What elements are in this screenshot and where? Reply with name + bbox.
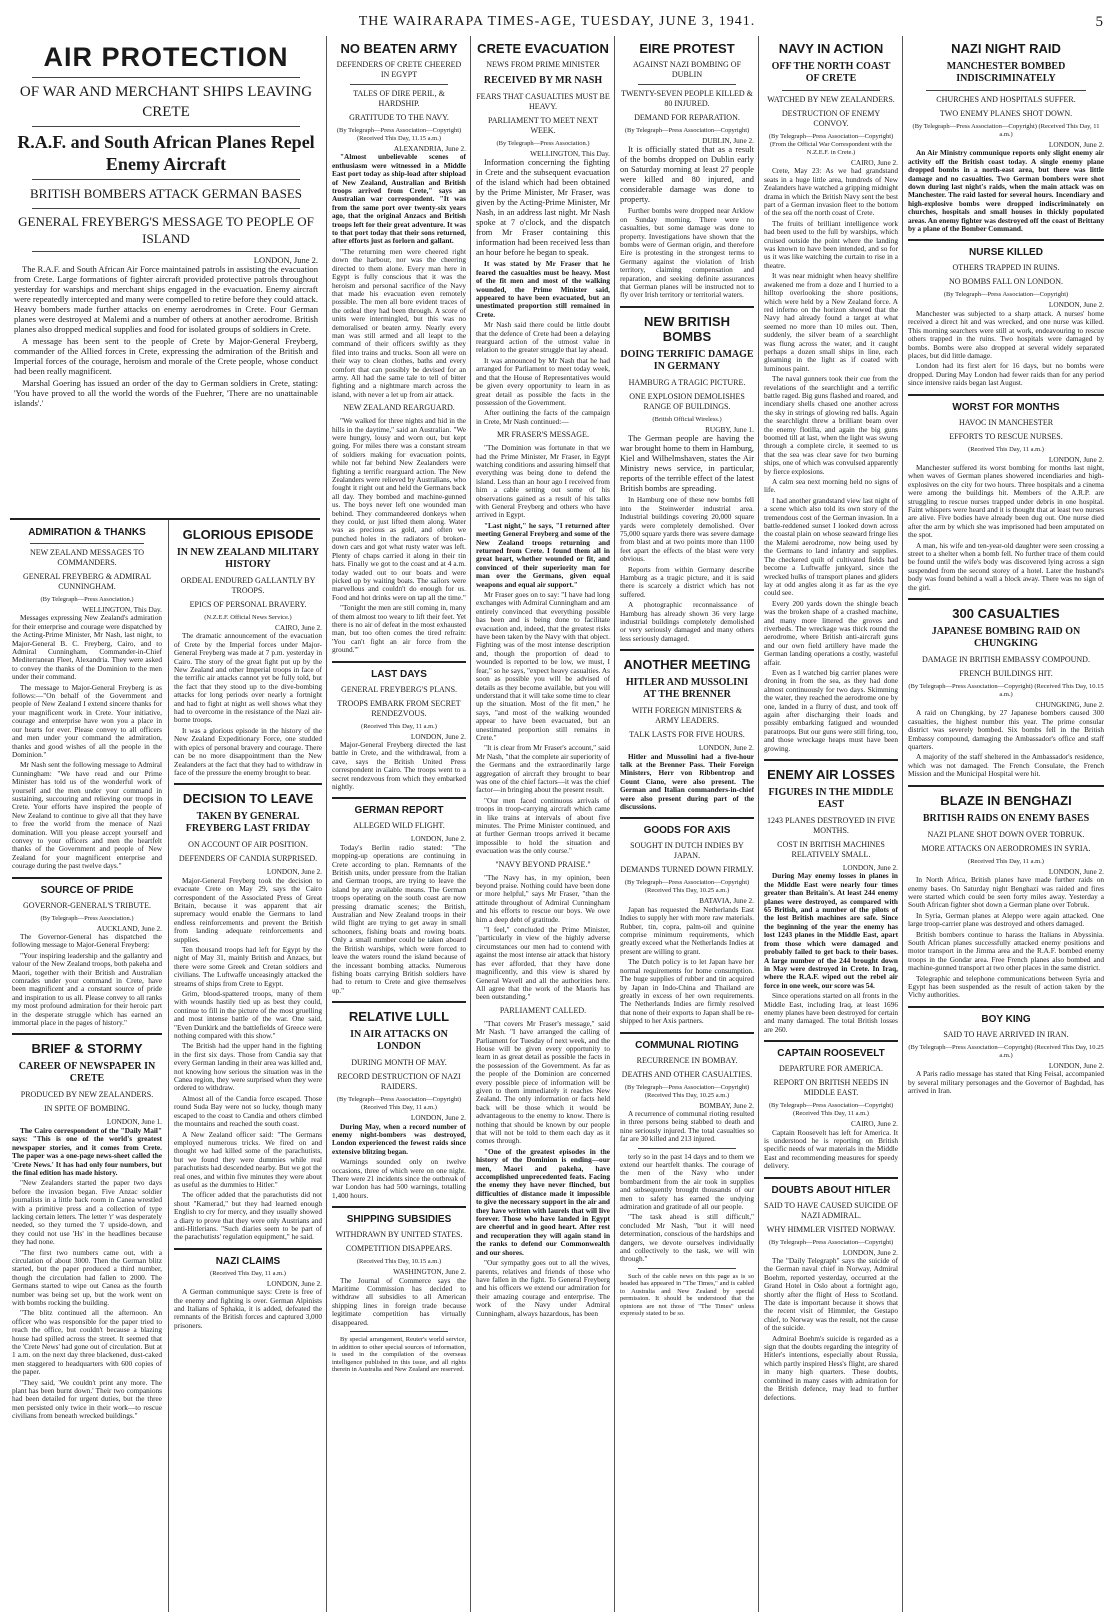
dateline: LONDON, June 2. [1048,140,1104,149]
subheadline: BRITISH RAIDS ON ENEMY BASES [922,812,1090,824]
credit-line: (By Telegraph—Press Association—Copyright) (Received This Day, 10.25 a.m.) [624,1083,750,1099]
headline: GOODS FOR AXIS [643,825,731,837]
paragraph: Manchester was subjected to a sharp attack. A nurses' home received a direct hit and was wrecked, and one nurse was killed. This morning searchers were still at work, endeavouring to rescue others trapped in the ruins. Two hospitals were damaged by bombs. Bombs were also dropped at several widely separated places, but did little damage. [908,308,1104,360]
subheadline: PARLIAMENT TO MEET NEXT WEEK. [487,116,598,135]
paragraph: It was near midnight when heavy shellfire awakened me from a doze and I hurried to a hilltop overlooking the shore positions, which were held by a New Zealand force. A red inferno on the horizon showed that the Navy had already found a target at what seemed no more than 10 miles out. Then, suddenly, the silver beam of a searchlight was flung across the water, and it caught perhaps a dozen small ships in line, each gleaming in the light as if coated with luminous paint. [764,271,898,373]
headline: SOURCE OF PRIDE [40,884,134,896]
dateline: BOMBAY, June 2. [699,1100,754,1110]
paragraph: It is officially stated that as a result of the bombs dropped on Dublin early on Saturday morning at least 27 people were killed and 80 injured, and considerable damage was done to property. [620,145,754,205]
dateline: DUBLIN, June 2. [702,136,754,145]
paragraph: The fruits of brilliant intelligence work had been used to the full by warships, which cruised outside the point where the landing was known to have been intended, and so for us it was like watching the curtain to rise in a theatre. [764,218,898,270]
subheadline: HAVOC IN MANCHESTER [958,417,1054,427]
subheadline: HAMBURG A TRAGIC PICTURE. [628,377,746,387]
notice: Such of the cable news on this page as is so headed has appeared in "The Times," and is cabled to Australia and New Zealand by special permission. It should be understood that the opinions are not those of "The Times" unless expressly stated to be so. [620,1272,754,1318]
paragraph: "The Navy has, in my opinion, been beyond praise. Nothing could have been done or more helpful," says Mr Fraser, "than the attitude throughout of Admiral Cunningham and his efforts to rescue our boys. We owe him a deep debt of gratitude. [476,872,610,924]
headline: ENEMY AIR LOSSES [767,767,895,783]
paragraph: After outlining the facts of the campaign in Crete, Mr Nash continued:— [476,408,610,426]
headline: GERMAN REPORT [354,805,444,817]
notice: By special arrangement, Reuter's world service, in addition to other special sources of information, is used in the compilation of the overseas intelligence published in this issue, and all rights therein in Australia and New Zealand are reserved. [332,1336,466,1374]
dateline: WELLINGTON, This Day. [530,149,610,158]
headline: NAVY IN ACTION [778,41,884,56]
paragraph: It was a glorious episode in the history of the New Zealand Expeditionary Force, one studded with epics of personal bravery and courage. There can be no more disappointment than the New Zealanders at the fact that they had to withdraw in face of the pressure the enemy brought to bear. [174,725,322,777]
dateline: CAIRO, June 2. [274,623,322,632]
dateline: LONDON, June 2. [842,1247,898,1257]
subheadline: RECEIVED BY MR NASH [483,75,603,86]
dateline: LONDON, June 2. [253,255,318,265]
subheadline: WATCHED BY NEW ZEALANDERS. [767,95,895,104]
subheadline: COMPETITION DISAPPEARS. [345,1244,453,1254]
subheadline: DEMANDS TURNED DOWN FIRMLY. [620,865,754,875]
dateline: LONDON, June 2. [266,1278,322,1288]
subheadline: SOUGHT IN DUTCH INDIES BY JAPAN. [630,841,744,861]
paragraph: The German people are having the war brought home to them in Hamburg, Kiel and Wilhelmshaven, states the Air Ministry news service, in particular, reports of the terrible effect of the latest British bombs are spreading. [620,434,754,494]
subheadline: 1243 PLANES DESTROYED IN FIVE MONTHS. [767,816,895,836]
headline: COMMUNAL RIOTING [635,1039,739,1051]
paragraph: The Dutch policy is to let Japan have her normal requirements for home consumption. The huge supplies of rubber and tin acquired by Japan in Indo-China and Thailand are greatly in excess of her own requirements. The Netherlands Indies are firmly resolved that none of their exports to Japan shall be re-shipped to her Axis partners. [620,957,754,1026]
credit-line: (Received This Day, 11 a.m.) [361,722,437,730]
paragraph: In Hamburg one of these new bombs fell into the Steinwerder industrial area. Industrial buildings covering 20,000 square yards were completely demolished. Over 75,000 square yards there was severe damage from blast and at two points more than 1100 feet apart the effects of the blast were very obvious. [620,495,754,564]
paragraph: Even as I watched big carrier planes were droning in from the sea, as they had done almost continuously for two days. Skimming the water, they reached the aerodrome one by one, landed in a flurry of dust, and took off again after discharging their loads and possibly embarking fatigued and wounded paratroops. But our guns were still firing, too, and those wreckage heaps must have been growing. [764,667,898,753]
subheadline: WHY HIMMLER VISITED NORWAY. [766,1224,896,1234]
subheadline: TALK LASTS FOR FIVE HOURS. [629,730,745,740]
subheadline: SAID TO HAVE ARRIVED IN IRAN. [943,1029,1069,1039]
paragraph: A majority of the staff sheltered in the Ambassador's residence, which was not damaged. The French Consulate, the French Mission and the Municipal Hospital were hit. [908,752,1104,779]
paragraph: Mr Nash said there could be little doubt that the defence of Crete had been a delaying rearguard action of the utmost value in relation to the greater struggle that lay ahead. [476,320,610,355]
paragraph: The Cairo correspondent of the "Daily Mail" says: "This is one of the world's greatest newspaper stories, and it comes from Crete. The paper was a one-page news-sheet called the 'Crete News.' It has had only four numbers, but the final edition has made history. [12,1125,162,1177]
paragraph: The naval gunners took their cue from the revelations of the searchlight and a terrific battle raged. Big guns flashed and roared, and incendiary shells chased one another across the sky in strings of glowing red balls. Again the searchlight threw a brilliant beam over the enemy flotilla, and again the big guns boomed till at last, when the light was swung through a complete circle, it seemed to us that the sea was clear save for two burning ships, one of which was convulsed apparently by fierce explosions. [764,374,898,476]
subheadline: DESTRUCTION OF ENEMY CONVOY. [781,109,881,128]
page-number: 5 [1095,14,1104,30]
paragraph: Information concerning the fighting in Crete and the subsequent evacuation of the island which had been obtained by the Prime Minister, Mr Fraser, was given by the Acting-Prime Minister, Mr Nash, in an address last night. Mr Nash spoke at 7 o'clock, and the dispatch from Mr Fraser containing this information had been received less than an hour before he began to speak. [476,158,610,258]
credit-line: (By Telegraph—Press Association—Copyright) (From the Official War Correspondent with the N.Z.E.F. in Crete.) [768,133,894,156]
paragraph: "I feel," concluded the Prime Minister, "particularly in view of the highly adverse circumstances our men had to contend with against the most intense air attack that history has ever afforded, that they have done magnificently, and this view is shared by General Wavell and all the authorities here. All agree that the work of the Maoris has been outstanding." [476,925,610,1002]
credit-line: (By Telegraph—Press Association—Copyright) (Received This Day, 11 a.m.) [336,1096,462,1112]
headline: DECISION TO LEAVE [182,791,314,807]
subheadline: MORE ATTACKS ON AERODROMES IN SYRIA. [921,843,1091,853]
paragraph: "Our men faced continuous arrivals of troops in troop-carrying aircraft which came in like trains at intervals of about five minutes. The Prime Minister continued, and at further German troops arrived it became impossible to hold the situation and evacuation was the only course." [476,795,610,856]
headline: WORST FOR MONTHS [952,401,1060,413]
subheadline: RECORD DESTRUCTION OF NAZI RAIDERS. [337,1072,461,1092]
dateline: LONDON, June 2. [698,743,754,753]
subheadline: JAPANESE BOMBING RAID ON CHUNGKING [931,626,1081,650]
subheadline: GENERAL FREYBERG & ADMIRAL CUNNINGHAM. [23,572,151,591]
subheadline: FEARS THAT CASUALTIES MUST BE HEAVY. [476,92,610,111]
subheadline: GENERAL FREYBERG'S PLANS. [340,684,458,694]
paragraph: terly so in the past 14 days and to them we extend our heartfelt thanks. The courage of the men of the Navy who under bombardment from the air took in supplies and subsequently brought thousands of our men to safety has earned the undying admiration and gratitude of all our people. [620,1151,754,1211]
credit-line: (N.Z.E.F. Official News Service.) [204,614,292,621]
dateline: LONDON, June 2. [410,731,466,741]
subheadline: PARLIAMENT CALLED. [499,1005,587,1015]
subheadline: ALLEGED WILD FLIGHT. [353,821,445,831]
divider [32,179,300,180]
dateline: LONDON, June 1. [106,1117,162,1127]
subheadline: RECURRENCE IN BOMBAY. [636,1055,738,1065]
lead-story [14,38,318,520]
subheadline: IN SPITE OF BOMBING. [44,1104,130,1114]
subheadline: REPORT ON BRITISH NEEDS IN MIDDLE EAST. [773,1078,889,1098]
subheadline: TWO ENEMY PLANES SHOT DOWN. [939,109,1073,118]
headline: 300 CASUALTIES [952,606,1060,622]
subheadline: "NAVY BEYOND PRAISE." [495,859,591,869]
paragraph: A man, his wife and ten-year-old daughter were seen crossing a street to a shelter when a bomb fell. No further trace of them could be found until the wife's body was discovered lying across a sign suspended from the second storey of a hotel. Later the husband's body was found behind a wall a block away. There was no sign of the girl. [908,540,1104,592]
headline: NAZI NIGHT RAID [951,41,1061,56]
divider [32,208,300,209]
subheadline: IN AIR ATTACKS ON LONDON [350,1029,448,1053]
credit-line: (Received This Day, 11 a.m.) [968,857,1044,865]
subheadline: FRENCH BUILDINGS HIT. [959,669,1053,679]
subheadline: ONE EXPLOSION DEMOLISHES RANGE OF BUILDINGS. [629,391,745,411]
paragraph: Further bombs were dropped near Arklow on Sunday morning. There were no casualties, but some damage was done to property. Investigations have shown that the bombs were of German origin, and therefore Eire is protesting in the strongest terms to Germany against the violation of Irish territory, claiming compensation and reparation, and seeking definite assurances that German planes will be instructed not to fly over Irish territory or territorial waters. [620,206,754,300]
subheadline: OFF THE NORTH COAST OF CRETE [771,61,891,84]
subheadline: NO BOMBS FALL ON LONDON. [948,277,1063,287]
paragraph: "Almost unbelievable scenes of enthusiasm were witnessed in a Middle East port today as ship-load after shipload of New Zealand, Australian and British troops arrived from Crete," says an Australian war correspondent. "It was from the same port over twenty-six years ago, that the original Anzacs and British troops left for their great adventure. It was to that port today that their sons returned, after efforts just as forlorn and gallant. [332,152,466,246]
column-rule [902,36,903,1612]
paragraph: Grim, blood-spattered troops, many of them with wounds hastily tied up as best they could, continue to fill in the picture of the most gruelling and most intense battle of the war. One said, "Even Dunkirk and the battlefields of Greece were nothing compared with this show." [174,989,322,1041]
paragraph: The Journal of Commerce says the Maritime Commission has decided to withdraw all subsidies to all American shipping lines in foreign trade because legitimate competition has virtually disappeared. [332,1275,466,1327]
paragraph: A calm sea next morning held no signs of life. [764,477,898,495]
dateline: LONDON, June 2. [1048,866,1104,876]
paragraph: A message has been sent to the people of Crete by Major-General Freyberg, commander of the Allied forces in Crete, expressing the admiration of the British and Imperial forces of the courage, heroism and morale of the Crete people, whose conduct had been really magnificent. [14,336,318,377]
paragraph: Japan has requested the Netherlands East Indies to supply her with more raw materials. Rubber, tin, copra, palm-oil and quinine comprise minimum requirements, which greatly exceed what the Netherlands Indies at present are willing to grant. [620,904,754,956]
subheadline: WITH FOREIGN MINISTERS & ARMY LEADERS. [632,706,742,726]
headline: LAST DAYS [371,668,427,680]
paragraph: Warnings sounded only on twelve occasions, three of which were on one night. There were 21 incidents since the outbreak of war London has had 500 warnings, totalling 1,400 hours. [332,1157,466,1200]
paragraph: Today's Berlin radio stated: "The mopping-up operations are continuing in Crete according to plan. Remnants of the British units, under pressure from the Italian and German troops, are trying to leave the island by any available means. The German troops operating on the south coast are now pressing dramatic scenes; the British, Australian and New Zealand troops in their wild flight are trying to get away in small schooners, fishing boats and rowing boats. Only a small number could be taken aboard the British warships, which were forced to leave the waters round the island because of the incessant bombing attacks. Numerous fishing boats carrying British soldiers have had to return to Crete and give themselves up." [332,842,466,995]
paragraph: Captain Roosevelt has left for America. It is understood he is reporting on British specific needs of war materials in the Middle East and recommending measures for speedy delivery. [764,1127,898,1171]
subheadline: DOING TERRIFIC DAMAGE IN GERMANY [620,348,754,372]
paragraph: The "Daily Telegraph" says the suicide of the German naval chief in Norway, Admiral Boehm, reported yesterday, occurred at the Grand Hotel in Oslo about a fortnight ago, shortly after the flight of Hess to Scotland. The date is important because it shows that the recent visit of Himmler, the Gestapo chief, to Norway was the result, not the cause of the suicide. [764,1256,898,1333]
credit-line: (Received This Day, 11 a.m.) [968,445,1044,453]
headline: DOUBTS ABOUT HITLER [771,1184,891,1196]
credit-line: (By Telegraph—Press Association—Copyright) (Received This Day, 10.15 a.m.) [908,683,1104,699]
dateline: AUCKLAND, June 2. [96,923,162,933]
subheadline: ON ACCOUNT OF AIR POSITION. [188,840,308,850]
subheadline: NAZI PLANE SHOT DOWN OVER TOBRUK. [927,829,1085,839]
paragraph: "The returning men were cheered right down the harbour, nor was the cheering directed to them alone. Every man here in Egypt is fully conscious that it was the heroism and personal sacrifice of the Navy that made his evacuation even remotely possible. The men all bore evident traces of the ordeal they had been through. A score of units were intermingled, but this was no demoralised or beaten army. Nearly every man was still armed and all leapt to the command of their officers swiftly as they filed into trains and trucks. Soon all were on their way to clean clothes, baths and every comfort that can possibly be devised for an army. All had the same tale to tell of bitter fighting and a nightmare march across the island, with never a let up from air attack. [332,246,466,399]
paragraph: Ten thousand troops had left for Egypt by the night of May 31, mainly British and Anzacs, but there were some Greek and Cretan soldiers and civilians. The Luftwaffe unceasingly attacked the streams of ships from Crete to Egypt. [174,944,322,988]
paragraph: Every 200 yards down the shingle beach was the broken shape of a crashed machine, and many more littered the groves and riverbeds. The wreckage was thick round the aerodrome, where British anti-aircraft guns and our own field artillery have made the German landing operations a costly, wasteful affair. [764,598,898,667]
credit-line: (By Telegraph—Press Association.) [496,140,590,147]
headline: BRIEF & STORMY [31,1041,143,1057]
paragraph: "It is clear from Mr Fraser's account," said Mr Nash, "that the complete air superiority of the Germans and the extraordinarily large aggregation of aircraft they brought to bear was one of the chief factors—it was the chief factor—in bringing about the present result. [476,743,610,795]
subheadline: TWENTY-SEVEN PEOPLE KILLED & 80 INJURED. [621,89,753,108]
dateline: LONDON, June 2. [1048,454,1104,464]
headline: BOY KING [981,1013,1031,1025]
paragraph: The Governor-General has dispatched the following message to Major-General Freyberg: [12,932,162,950]
credit-line: (By Telegraph—Press Association—Copyright) [624,127,750,134]
divider [10,518,320,520]
headline: EIRE PROTEST [639,41,735,56]
subheadline: AGAINST NAZI BOMBING OF DUBLIN [632,60,742,79]
column-6 [764,38,898,1610]
paragraph: Hitler and Mussolini had a five-hour talk at the Brenner Pass. Their Foreign Ministers, Herr von Ribbentrop and Count Ciano, were also present. The German and Italian commanders-in-chief were also present during part of the discussions. [620,751,754,812]
paragraph: An Air Ministry communique reports only slight enemy air activity off the British coast today. A single enemy plane dropped bombs in a north-east area, but there was little damage and no casualties. Two German bombers were shot down during last night's raids, when the main attack was on Manchester. The raid lasted for several hours. Incendiary and high-explosive bombs were dropped indiscriminately on churches, hospitals and small houses in thickly populated areas. An enemy fighter was destroyed off the coast of Brittany by a plane of the Bomber Command. [908,148,1104,234]
paragraph: The officer added that the parachutists did not shout "Kamerad," but they had learned enough English to cry for mercy, and they usually showed a diary to prove that they were only Austrians and anti-Hitlerians. "Such diaries seem to be part of the parachutists' regulation equipment," he said. [174,1190,322,1242]
headline: RELATIVE LULL [348,1009,450,1025]
subheadline: EFFORTS TO RESCUE NURSES. [949,431,1063,441]
dateline: CAIRO, June 2. [850,158,898,167]
paragraph: Marshal Goering has issued an order of the day to German soldiers in Crete, stating: 'You have proved to all the world the words of the Fuehrer, 'There are no unattainable islands'.' [14,378,318,409]
paragraph: Manchester suffered its worst bombing for months last night, when waves of German planes showered incendiaries and high-explosives on the city for two hours. Three hospitals and a cinema were among the buildings hit. Members of the A.R.P. are struggling to rescue nurses trapped under debris in one hospital. Faint whispers were heard and it is thought that at least two nurses are alive. Five bodies have already been dug out. One nurse died after the arm by which she was imprisoned had been amputated on the spot. [908,462,1104,540]
paragraph: It was stated by Mr Fraser that he feared the casualties must be heavy. Most of the fit men and most of the walking wounded, the Prime Minister said, appeared to have been evacuated, but an unestimated proportion still remained in Crete. [476,259,610,319]
subheadline: COST IN BRITISH MACHINES RELATIVELY SMALL. [777,840,885,860]
headline: NURSE KILLED [969,247,1043,259]
subheadline: EPICS OF PERSONAL BRAVERY. [189,600,307,609]
credit-line: (Received This Day, 10.15 a.m.) [356,1258,442,1266]
column-rule [614,36,615,1612]
subheadline: OTHERS TRAPPED IN RUINS. [952,263,1060,273]
dateline: LONDON, June 2. [1048,300,1104,310]
subheadline: DEFENDERS OF CANDIA SURPRISED. [178,854,318,864]
subheadline: GOVERNOR-GENERAL'S TRIBUTE. [23,900,151,910]
paragraph: "The task ahead is still difficult," concluded Mr Nash, "but it will need determination, conscious of the hardships and dangers, we devote ourselves individually and collectively to the task, we will win through." [620,1212,754,1264]
credit-line: (By Telegraph—Press Association.) [40,596,134,603]
subheadline: TAKEN BY GENERAL FREYBERG LAST FRIDAY [185,811,311,835]
paragraph: A Paris radio message has stated that King Feisal, accompanied by several military personages and the Governor of Baghdad, has arrived in Iran. [908,1069,1104,1095]
lead-subheadline-4: GENERAL FREYBERG'S MESSAGE TO PEOPLE OF ISLAND [18,214,314,246]
paragraph: During May enemy losses in planes in the Middle East were nearly four times greater than Britain's. At least 244 enemy planes were destroyed, as compared with 65 British, and a number of the pilots of the lost British machines are safe. Since the beginning of the year the enemy has lost 1243 planes in the Middle East, apart from those which were damaged and probably failed to get back to their bases. A large number of the 244 brought down in May were destroyed in Crete. In Iraq, where the R.A.F. wiped out the rebel air force in one week, our score was 54. [764,871,898,990]
lead-subheadline: OF WAR AND MERCHANT SHIPS LEAVING CRETE [19,84,313,120]
paragraph: "One of the greatest episodes in the history of the Dominion is ending—our men, Maori and pakeha, have accomplished unprecedented feats. Facing the enemy they have never flinched, but difficulties of distance made it impossible to give the necessary support in the air and they have written with laurels that will live forever. Those who have landed in Egypt are cheerful and in good heart. After rest and recuperation they will again stand in the ranks to defend our Commonwealth and our shores. [476,1146,610,1257]
subheadline: FIGURES IN THE MIDDLE EAST [768,787,894,811]
dateline: WELLINGTON, This Day. [82,605,162,614]
dateline: LONDON, June 2. [266,867,322,877]
paragraph: Since operations started on all fronts in the Middle East, including Iraq, at least 1696 enemy planes have been destroyed for certain and many damaged. The total British losses are 260. [764,991,898,1034]
headline: BLAZE IN BENGHAZI [940,792,1072,808]
lead-subheadline-2: R.A.F. and South African Planes Repel Enemy Aircraft [17,132,315,174]
paragraph: Mr Fraser goes on to say: "I have had long exchanges with Admiral Cunningham and am entirely convinced that everything possible has been and is being done to facilitate evacuation and, indeed, that the greatest risks have been taken by the Navy with that object. Fighting was of the most intense description and, though the proportion of dead to wounded is reported to be low, we must, I fear," so he says, "expect heavy casualties. As soon as possible you will be advised of details as they become available, but you will understand that it will take some time to clear up the situation. Most of the fit men," he says, "and most of the walking wounded appear to have been evacuated, but an unestimated proportion still remains in Crete." [476,590,610,742]
paragraph: It was announced by Mr Nash that he had arranged for Parliament to meet today week, and that the House of Representatives would be given every opportunity to learn in as great detail as possible the facts in the possession of the Government. [476,355,610,407]
dateline: WASHINGTON, June 2. [393,1267,466,1277]
paragraph: In Syria, German planes at Aleppo were again attacked. One large troop-carrier plane was destroyed and others damaged. [908,910,1104,929]
dateline: ALEXANDRIA, June 2. [393,144,466,153]
masthead [8,14,1106,30]
dateline: RUGBY, June 1. [705,424,754,434]
subheadline: MANCHESTER BOMBED INDISCRIMINATELY [946,61,1066,84]
column-rule [758,36,759,1612]
subheadline: CHURCHES AND HOSPITALS SUFFER. [936,95,1076,104]
subheadline: NEW ZEALAND MESSAGES TO COMMANDERS. [29,548,144,567]
paragraph: A raid on Chungking, by 27 Japanese bombers caused 300 casualties, the highest number this year. The prime consular district was severely bombed. Six bombs fell in the British Embassy compound, damaging the Ambassador's office and staff quarters. [908,708,1104,752]
credit-line: (By Telegraph—Press Association—Copyright) [943,291,1069,299]
paragraph: The dramatic announcement of the evacuation of Crete by the Imperial forces under Major-General Freyberg was made at 7 p.m. yesterday in Cairo. The story of the great fight put up by the New Zealand and other Imperial troops in face of the terrific air attacks cannot yet be fully told, but the fact that they stood up to the dive-bombing attacks for long periods over nearly a fortnight and had to fight at night as well shows what they had to overcome in the resistance of the Nazi air-borne troops. [174,631,322,725]
lead-subheadline-3: BRITISH BOMBERS ATTACK GERMAN BASES [29,186,302,201]
headline: ADMIRATION & THANKS [28,527,146,538]
headline: SHIPPING SUBSIDIES [346,1214,452,1226]
dateline: BATAVIA, June 2. [699,896,754,906]
paragraph: Crete, May 23: As we had grandstand seats in a huge little area, hundreds of New Zealanders have watched a gripping midnight drama in which the British Navy sent the best part of a German invasion fleet to the bottom of the sea off the north coast of Crete. [764,166,898,218]
paragraph: "Last night," he says, "I returned after meeting General Freyberg and some of the New Zealand troops returning and returned from Crete. I found them all in great heart, whether wounded or fit, and convinced of their superiority man for man over the Germans, given equal weapons and equal air support." [476,520,610,589]
subheadline: TALES OF DIRE PERIL, & HARDSHIP. [353,89,445,108]
lead-headline: AIR PROTECTION [43,42,289,72]
subheadline: PRODUCED BY NEW ZEALANDERS. [20,1090,154,1100]
subheadline: NEWS FROM PRIME MINISTER [486,60,600,69]
paragraph: Almost all of the Candia force escaped. Those round Suda Bay were not so lucky, though many escaped to the coast to Candia and others climbed the mountains and reached the south coast. [174,1093,322,1129]
paragraph: The R.A.F. and South African Air Force maintained patrols in assisting the evacuation from Crete. Large formations of fighter aircraft provided protective patrols throughout yesterday for warships and merchant ships engaged in the evacuation. Enemy aircraft were repeatedly intercepted and many were compelled to retire before they could attack. Heavy bombers made further attacks on enemy aerodromes in Crete. Four German planes were destroyed at Malemi and a number of others at another aerodrome. British planes also dropped medical supplies and food for isolated groups of soldiers in Crete. [14,264,318,335]
headline: CAPTAIN ROOSEVELT [777,1048,885,1060]
paragraph: "The blitz continued all the afternoon. An officer who was responsible for the paper tried to reach the office, but couldn't because a blazing house had spilled across the street. It seemed that the 'Crete News' had gone out of circulation. But at 1 a.m. on the next day three blackened, dust-caked men staggered to headquarters with 600 copies of the paper. [12,1308,162,1377]
credit-line: (By Telegraph—Press Association—Copyright) (Received This Day, 10.25 a.m.) [624,879,750,895]
paragraph: A New Zealand officer said: "The Germans employed numerous tricks. We fired on and thought we had killed some of the parachutists, but we found they were dummies while real parachutists had descended nearby. But we got the real ones, and within five minutes they were about as useful as the dummies to Hitler." [174,1129,322,1189]
subheadline: DEPARTURE FOR AMERICA. [779,1064,883,1074]
credit-line: (By Telegraph—Press Association—Copyright) (Received This Day, 11 a.m.) [768,1102,894,1118]
credit-line: (By Telegraph—Press Association—Copyright) (Received This Day, 11.15 a.m.) [336,127,462,142]
subheadline: SAID TO HAVE CAUSED SUICIDE OF NAZI ADMIRAL. [764,1200,898,1220]
subheadline: DURING MONTH OF MAY. [351,1058,447,1068]
paragraph: Major-General Freyberg directed the last battle in Crete, and the withdrawal, from a cave, says the British United Press correspondent in Cairo. The troops went to a secret rendezvous from which they embarked nightly. [332,739,466,791]
headline: CRETE EVACUATION [477,41,609,56]
subheadline: MR FRASER'S MESSAGE. [497,430,589,440]
masthead-title: THE WAIRARAPA TIMES-AGE, TUESDAY, JUNE 3, 1941. [358,14,756,29]
paragraph: British bombers continue to harass the Italians in Abyssinia. South African planes successfully attacked enemy positions and motor transport in the Jimma area and the R.A.F. bombed enemy troops in the Gondar area. Free French planes also bombed and machine-gunned transport at two other places in the same district. [908,929,1104,973]
subheadline: DEMAND FOR REPARATION. [634,113,740,122]
paragraph: "That covers Mr Fraser's message," said Mr Nash. "I have arranged the calling of Parliament for Tuesday of next week, and the House will be given every opportunity to learn in as great detail as possible the facts in the possession of the Government. As far as the people of the Dominion are concerned every possible piece of information will be given to them immediately it reaches New Zealand. The only information or facts held back will be those which it would be advantageous to the enemy to know. There is nothing that should be known by our people that will not be told to them each day as it comes through. [476,1018,610,1146]
credit-line: (By Telegraph—Press Association—Copyright) (Received This Day, 11 a.m.) [912,123,1100,138]
paragraph: "New Zealanders started the paper two days before the invasion began. Five Anzac soldier journalists in a little back room in Canea wrestled with a primitive press and a collection of type lacking certain letters. The letter 'r' was desperately needed, so they turned the 'i' upside-down, and they could not use 'Hs' in the headlines because they had none. [12,1178,162,1247]
headline: NEW BRITISH BOMBS [644,313,730,344]
subheadline: IN NEW ZEALAND MILITARY HISTORY [176,547,320,570]
paragraph: "Our sympathy goes out to all the wives, parents, relatives and friends of those who have fallen in the fight. To General Freyberg and his officers we extend our admiration for their amazing courage and enterprise. The work of the Navy under Admiral Cunningham, always hazardous, has been [476,1258,610,1318]
dateline: LONDON, June 2. [410,834,466,844]
paragraph: "The first two numbers came out, with a circulation of about 3000. Then the German blitz started, but the paper produced a third number, though the circulation had fallen to 2000. The Germans started to wipe out Canea as the fourth number was being set up, but the work went on with bombs rocking the building. [12,1247,162,1307]
paragraph: In North Africa, British planes have made further raids on enemy bases. On Saturday night Benghazi was raided and fires were started which could be seen forty miles away. Yesterday a South African fighter shot down a German plane over Tobruk. [908,875,1104,910]
paragraph: The British had the upper hand in the fighting in the first six days. Those from Candia say that every German landing in their area was killed and, not knowing how serious the situation was in the Canea region, they were surprised when they were ordered to withdraw. [174,1041,322,1093]
credit-line: (British Official Wireless.) [652,415,722,423]
column-7 [908,38,1104,1610]
subheadline: WITHDRAWN BY UNITED STATES. [335,1230,463,1240]
column-5 [620,38,754,1610]
subheadline: DAMAGE IN BRITISH EMBASSY COMPOUND. [922,655,1090,665]
paragraph: "Tonight the men are still coming in, many of them almost too weary to lift their feet. Yet there is no air of defeat in the most exhausted man, but too often comes the tired refrain: 'You can't fight an air force from the ground.'" [332,603,466,655]
column-4 [476,38,610,1610]
dateline: CAIRO, June 2. [850,1119,898,1129]
paragraph: Admiral Boehm's suicide is regarded as a sign that the doubts regarding the integrity of Hitler's intentions, especially about Russia, which partly inspired Hess's flight, are shared in many high quarters. These doubts, combined in many cases with admiration for the British defence, may lead to further defections. [764,1333,898,1402]
paragraph: During May, when a record number of enemy night-bombers was destroyed, London experienced the fewest raids since extensive blitzing began. [332,1121,466,1156]
subheadline: DEATHS AND OTHER CASUALTIES. [621,1069,753,1079]
paragraph: Major-General Freyberg took the decision to evacuate Crete on May 29, says the Cairo correspondent of the Associated Press of Great Britain, because it was apparent that air supremacy would enable the Germans to land endless reinforcements and prevent the British from landing adequate reinforcements and supplies. [174,875,322,944]
paragraph: "Your inspiring leadership and the gallantry and valour of the New Zealand troops, both pakeha and Maori, together with their British and Australian comrades under your command in Crete, have been magnificent and a constant source of pride and inspiration to us all. Please convey to all ranks my most profound admiration for their heroic part in the desperate struggle which has earned an immortal place in the pages of history." [12,950,162,1028]
paragraph: The message to Major-General Freyberg is as follows:—"On behalf of the Government and people of New Zealand I extend sincere thanks for your magnificent work in Crete. Your initiative, courage and enterprise have won you a place in our hearts for ever. Please convey to all officers and men under your command the admiration, thanks and good wishes of all the people in the Dominion." [12,682,162,759]
divider [32,77,300,78]
column-rule [470,36,471,1612]
column-3 [332,38,466,1610]
dateline: LONDON, June 2. [842,863,898,873]
column-rule [326,36,327,1612]
paragraph: Reports from within Germany describe Hamburg as a tragic picture, and it is said there is scarcely a district which has not suffered. [620,564,754,599]
headline: NAZI CLAIMS [215,1255,281,1267]
credit-line: (By Telegraph—Press Association—Copyright) (Received This Day, 10.25 a.m.) [908,1043,1104,1059]
paragraph: "The Dominion was fortunate in that we had the Prime Minister, Mr Fraser, in Egypt watching conditions and assuring himself that everything was being done to defend the island. Less than an hour ago I received from him a cable setting out some of his observations gained as a result of his talks with General Freyberg and others who have arrived in Egypt. [476,443,610,520]
dateline: LONDON, June 2. [1048,1060,1104,1070]
subheadline: HITLER AND MUSSOLINI AT THE BRENNER [625,677,749,701]
paragraph: London had its first alert for 16 days, but no bombs were dropped. During May London had fewer raids than for any period since intensive raids began last August. [908,361,1104,388]
headline: GLORIOUS EPISODE [182,527,314,542]
paragraph: Mr Nash sent the following message to Admiral Cunningham: "We have read and our Prime Minister has told us of the wonderful work of yourself and the men under your command in sustaining, succouring and relieving our troops in Crete. Your efforts have inspired the people of New Zealand to continue to give all that they have to free the world from the menace of Nazi domination. Will you please accept yourself and convey to your officers and men the heartfelt thanks of the Government and people of New Zealand for your magnificent enterprise and courage during the past twelve days." [12,760,162,871]
paragraph: Messages expressing New Zealand's admiration for their enterprise and courage were dispatched by the Acting-Prime Minister, Mr Nash, last night, to Major-General B. C. Freyberg, Cairo, and to Admiral Cunningham, Commander-in-Chief Mediterranean Fleet, Alexandria. They were asked to convey the thanks of the Dominion to the men under their command. [12,613,162,682]
column-rule [168,520,169,1612]
credit-line: (By Telegraph—Press Association.) [40,914,134,922]
dateline: LONDON, June 2. [410,1113,466,1123]
credit-line: (Received This Day, 11 a.m.) [210,1269,286,1277]
subheadline: CAREER OF NEWSPAPER IN CRETE [18,1061,156,1085]
paragraph: "They said, 'We couldn't print any more. The plant has been burnt down.' Their two companions had been detailed for urgent duties, but the three men persisted only twice in their work—to rescue civilians from beneath wrecked buildings." [12,1377,162,1421]
subheadline: ORDEAL ENDURED GALLANTLY BY TROOPS. [180,576,316,595]
paragraph: "We walked for three nights and hid in the hills in the daytime," said an Australian. "We were hungry, lousy and worn out, but kept going. For miles there was a constant stream of soldiers making for evacuation points, while not far behind New Zealanders were fighting a terrific rearguard action. The New Zealanders were relieved by Australians, who fought it right out and held the Germans back all day. They bombed and machine-gunned us. The boys never left one wounded man behind. They commandeered donkeys when they could, or just lifted them along. Water was as precious as gold, and often we punched holes in the radiators of broken-down cars and got what rusty water was left. Plenty of chaps carried it along in their tin hats. Finally we got to the coast and at 4 a.m. today waded out to our boats and were picked up by waiting boats. The sailors were marvellous and couldn't do enough for us. Food and hot drinks were on tap all the time." [332,416,466,602]
headline: NO BEATEN ARMY [340,41,458,56]
divider [32,126,300,127]
paragraph: A photographic reconnaissance of Hamburg has already shown 36 very large industrial buildings completely demolished or very seriously damaged and many others less seriously damaged. [620,600,754,643]
subheadline: GRATITUDE TO THE NAVY. [349,113,449,122]
dateline: CHUNGKING, June 2. [1035,700,1104,710]
subheadline: DEFENDERS OF CRETE CHEERED IN EGYPT [336,60,462,79]
paragraph: I had another grandstand view last night of a scene which also told its own story of the tremendous cost of the German invasion. In a battle-reddened sunset I looked down across the coastal plain on whose seaward fringe lies the Malemi aerodrome, now being used by the Germans to land infantry and supplies. The checkered quilt of cultivated fields had become a Luftwaffe junkyard, since the wrecked hulks of transport planes and gliders lay at odd angles along it as far as the eye could see. [764,495,898,598]
column-2 [174,524,322,1610]
paragraph: Telegraphic and telephone communications between Syria and Egypt has been suspended as the result of action taken by the Vichy authorities. [908,973,1104,1000]
column-1 [12,524,162,1610]
credit-line: (By Telegraph—Press Association—Copyright) [768,1238,894,1246]
subheadline: TROOPS EMBARK FROM SECRET RENDEZVOUS. [337,698,461,718]
paragraph: A German communique says: Crete is free of the enemy and fighting is over. German Alpinists and Italians of Sphakia, it is added, defeated the remnants of the British forces and captured 3,000 prisoners. [174,1287,322,1330]
divider [32,251,300,252]
subheadline: NEW ZEALAND REARGUARD. [343,403,455,413]
headline: ANOTHER MEETING [623,657,751,673]
paragraph: A recurrence of communal rioting resulted in three persons being stabbed to death and nine seriously injured. The total casualties so far are 30 killed and 213 injured. [620,1108,754,1144]
